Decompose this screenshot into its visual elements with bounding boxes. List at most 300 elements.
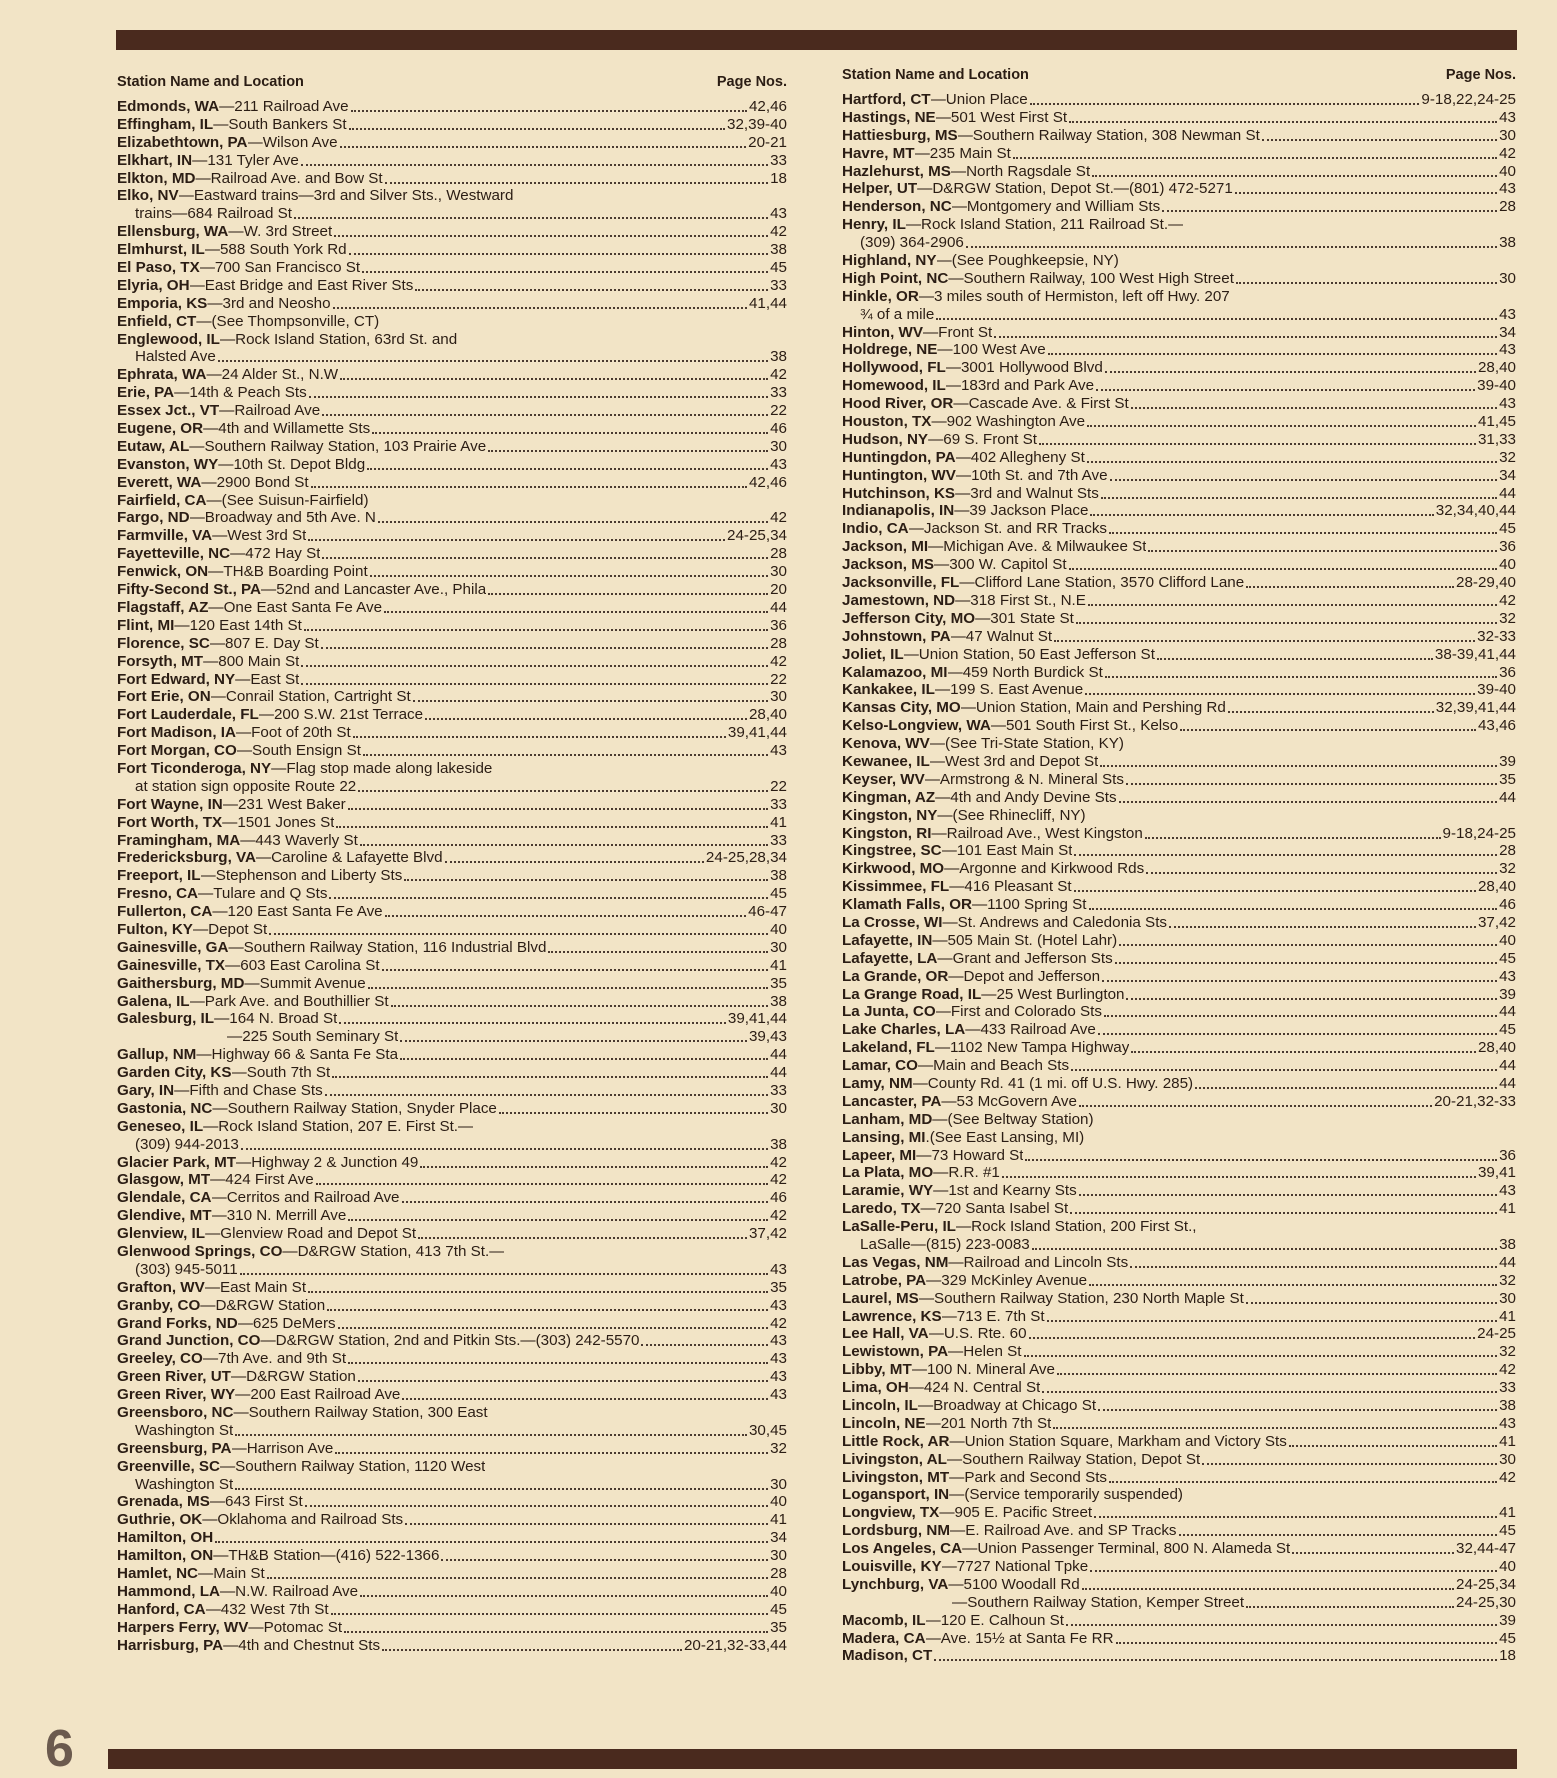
page-numbers: 38 <box>770 867 787 885</box>
station-name: Jacksonville, FL <box>842 574 960 592</box>
station-list <box>117 98 787 1654</box>
station-location: —TH&B Station—(416) 522-1366 <box>213 1547 440 1565</box>
page-numbers: 39,41,44 <box>727 724 787 742</box>
station-location: —Southern Railway Station, 116 Industrial Blvd <box>228 938 547 956</box>
page-numbers: 31,33 <box>1477 430 1516 448</box>
station-name: Las Vegas, NM <box>842 1253 949 1271</box>
page-numbers: 42 <box>770 1153 787 1171</box>
dot-leader <box>332 1064 768 1078</box>
station-name: Essex Jct., VT <box>117 402 220 420</box>
station-location: —West 3rd St <box>212 527 307 545</box>
station-entry <box>842 735 1516 753</box>
station-entry <box>117 1297 787 1315</box>
station-entry <box>117 599 787 617</box>
header-pages-label: Page Nos. <box>716 74 787 90</box>
station-name: Glacier Park, MT <box>117 1153 237 1171</box>
station-location: —713 E. 7th St <box>941 1307 1045 1325</box>
station-location: —231 West Baker <box>222 795 346 813</box>
station-entry <box>842 127 1516 145</box>
page-numbers: 40 <box>1499 931 1516 949</box>
station-location: —Southern Railway Station, 230 North Maple St <box>918 1289 1244 1307</box>
station-location: —310 N. Merrill Ave <box>211 1207 347 1225</box>
station-entry <box>117 1189 787 1207</box>
dot-leader <box>360 832 768 846</box>
page-numbers: 28,40 <box>1477 1039 1516 1057</box>
station-name: Glenwood Springs, CO <box>117 1243 283 1260</box>
page-numbers: 28 <box>1499 842 1516 860</box>
station-location: —301 State St <box>975 609 1074 627</box>
station-name: Hinton, WV <box>842 323 923 341</box>
page-numbers: 44 <box>770 598 787 616</box>
page-numbers: 45 <box>1499 1021 1516 1039</box>
station-location: —1501 Jones St <box>222 813 335 831</box>
station-name: Madera, CA <box>842 1629 926 1647</box>
page-numbers: 32 <box>1499 1271 1516 1289</box>
station-location: —County Rd. 41 (1 mi. off U.S. Hwy. 285) <box>912 1074 1194 1092</box>
station-location: —W. 3rd Street <box>228 223 333 241</box>
station-name: Fort Worth, TX <box>117 813 223 831</box>
page-numbers: 41 <box>770 956 787 974</box>
dot-leader <box>1089 896 1498 910</box>
station-entry <box>117 903 787 921</box>
dot-leader <box>1002 1164 1476 1178</box>
page-numbers: 43 <box>1499 395 1516 413</box>
station-location: —Grant and Jefferson Sts <box>937 949 1113 967</box>
page-numbers: 32 <box>1499 609 1516 627</box>
dot-leader <box>1094 1504 1497 1518</box>
page-numbers: 36 <box>770 616 787 634</box>
station-entry <box>842 324 1516 342</box>
station-location: —235 Main St <box>914 144 1011 162</box>
dot-leader <box>936 306 1497 320</box>
dot-leader <box>334 223 768 237</box>
station-location: —Rock Island Station, 63rd St. and <box>219 330 458 348</box>
dot-leader <box>322 545 768 559</box>
station-location: —211 Railroad Ave <box>219 98 349 115</box>
station-location: —Helen St <box>948 1343 1022 1361</box>
station-entry <box>842 1182 1516 1200</box>
dot-leader <box>322 402 768 416</box>
page-numbers: 39,41,44 <box>727 1010 787 1028</box>
dot-leader <box>1029 1325 1476 1339</box>
dot-leader <box>344 1619 768 1633</box>
dot-leader <box>367 456 768 470</box>
station-entry <box>842 1451 1516 1469</box>
station-entry <box>117 152 787 170</box>
station-name: Jackson, MS <box>842 556 935 574</box>
station-location: —West 3rd and Depot St <box>929 752 1099 770</box>
dot-leader <box>384 599 768 613</box>
station-entry <box>117 1458 787 1476</box>
station-entry <box>117 1529 787 1547</box>
dot-leader <box>329 885 768 899</box>
dot-leader <box>441 1547 768 1561</box>
station-entry <box>842 1308 1516 1326</box>
station-entry <box>842 1093 1516 1111</box>
dot-leader <box>1048 341 1497 355</box>
page-numbers: 9-18,22,24-25 <box>1421 91 1516 108</box>
page-numbers: 38 <box>770 1135 787 1153</box>
station-name: Gaithersburg, MD <box>117 974 245 992</box>
bottom-rule <box>108 1749 1517 1769</box>
station-entry <box>117 957 787 975</box>
page-numbers: 41 <box>1499 1432 1516 1450</box>
page-numbers: 40 <box>770 1493 787 1511</box>
dot-leader <box>413 688 768 702</box>
station-name: Joliet, IL <box>842 645 904 663</box>
station-entry <box>842 359 1516 377</box>
station-entry <box>117 170 787 188</box>
station-name: Enfield, CT <box>117 312 197 330</box>
dot-leader <box>420 1154 768 1168</box>
station-name: Fresno, CA <box>117 885 199 903</box>
dot-leader <box>1070 1200 1497 1214</box>
station-entry <box>842 288 1516 306</box>
station-location: —South Bankers St <box>213 115 347 133</box>
station-entry <box>117 1082 787 1100</box>
station-name: El Paso, TX <box>117 259 200 277</box>
page-numbers: 35 <box>1499 770 1516 788</box>
page-numbers: 44 <box>1499 1074 1516 1092</box>
station-entry <box>842 467 1516 485</box>
station-name: Galena, IL <box>117 992 190 1010</box>
station-name: Elkhart, IN <box>117 151 193 169</box>
station-location: —U.S. Rte. 60 <box>928 1325 1027 1343</box>
station-entry <box>842 1558 1516 1576</box>
station-entry <box>842 341 1516 359</box>
dot-leader <box>966 234 1497 248</box>
station-location: Washington St <box>135 1475 234 1493</box>
station-name: Livingston, MT <box>842 1468 950 1486</box>
station-entry <box>842 1522 1516 1540</box>
station-location: —902 Washington Ave <box>931 413 1086 431</box>
station-entry <box>842 556 1516 574</box>
page-numbers: 22 <box>770 402 787 420</box>
page-numbers: 20-21,32-33,44 <box>683 1636 787 1654</box>
station-entry <box>842 145 1516 163</box>
page-numbers: 34 <box>1499 323 1516 341</box>
page-numbers: 45 <box>770 259 787 277</box>
dot-leader <box>301 653 768 667</box>
station-name: Kewanee, IL <box>842 752 930 770</box>
station-name: Fort Lauderdale, FL <box>117 706 259 724</box>
dot-leader <box>311 474 747 488</box>
station-entry <box>842 485 1516 503</box>
dot-leader <box>1076 610 1497 624</box>
page-numbers: 24-25,34 <box>1456 1575 1516 1593</box>
station-location: —3rd and Walnut Sts <box>955 484 1099 502</box>
page-number: 6 <box>45 1720 74 1778</box>
station-name: Latrobe, PA <box>842 1271 927 1289</box>
dot-leader <box>385 903 747 917</box>
station-entry <box>842 520 1516 538</box>
dot-leader <box>1025 1147 1497 1161</box>
station-name: Lake Charles, LA <box>842 1021 966 1039</box>
page-numbers: 41 <box>770 813 787 831</box>
station-name: Macomb, IL <box>842 1611 926 1629</box>
station-entry <box>842 395 1516 413</box>
dot-leader <box>1102 968 1497 982</box>
station-location: —(See Thompsonville, CT) <box>196 312 380 330</box>
station-name: Harpers Ferry, WV <box>117 1618 249 1636</box>
station-location: —47 Walnut St <box>950 627 1053 645</box>
station-location: —East St <box>235 670 300 688</box>
station-location: —North Ragsdale St <box>950 162 1091 180</box>
station-location: —459 North Burdick St <box>947 663 1103 681</box>
station-entry <box>117 563 787 581</box>
page-numbers: 43 <box>770 1260 787 1278</box>
header-station-label: Station Name and Location <box>117 74 304 90</box>
page-numbers: 43 <box>1499 341 1516 359</box>
station-name: Green River, UT <box>117 1368 231 1386</box>
page-numbers: 39 <box>1499 1611 1516 1629</box>
dot-leader <box>304 617 768 631</box>
station-entry <box>117 295 787 313</box>
dot-leader <box>391 993 769 1007</box>
station-name: Eutaw, AL <box>117 437 190 455</box>
dot-leader <box>1110 467 1498 481</box>
station-location: —318 First St., N.E <box>955 591 1086 609</box>
dot-leader <box>1228 699 1434 713</box>
dot-leader <box>1105 664 1497 678</box>
station-name: Glendive, MT <box>117 1207 212 1225</box>
station-name: Flagstaff, AZ <box>117 598 209 616</box>
page-numbers: 30 <box>1499 126 1516 144</box>
page-numbers: 37,42 <box>748 1225 787 1243</box>
page-numbers: 43 <box>1499 108 1516 126</box>
station-entry <box>842 1147 1516 1165</box>
dot-leader <box>1085 681 1475 695</box>
station-location: —225 South Seminary St <box>227 1028 399 1046</box>
station-entry <box>842 932 1516 950</box>
station-name: Elko, NV <box>117 187 179 205</box>
station-location: —Railroad Ave., West Kingston <box>931 824 1143 842</box>
station-list <box>842 91 1516 1665</box>
station-name: Keyser, WV <box>842 770 925 788</box>
station-location: —603 East Carolina St <box>225 956 380 974</box>
page-numbers: 41 <box>1499 1200 1516 1218</box>
station-location: —3 miles south of Hermiston, left off Hwy. 207 <box>918 287 1230 305</box>
station-name: Logansport, IN <box>842 1486 950 1504</box>
dot-leader <box>368 975 768 989</box>
top-rule <box>116 30 1517 50</box>
page-numbers: 20 <box>770 581 787 599</box>
station-location: —D&RGW Station <box>230 1368 356 1386</box>
column-header <box>117 73 787 91</box>
station-entry <box>117 331 787 349</box>
station-name: Englewood, IL <box>117 330 220 348</box>
station-entry <box>842 180 1516 198</box>
station-name: Lawrence, KS <box>842 1307 942 1325</box>
dot-leader <box>1030 91 1420 105</box>
station-location: —Union Passenger Terminal, 800 N. Alameda St <box>962 1540 1291 1558</box>
page-numbers: 43 <box>1499 1182 1516 1200</box>
station-name: Harrisburg, PA <box>117 1636 224 1654</box>
station-entry <box>842 1612 1516 1630</box>
station-entry <box>842 91 1516 109</box>
station-location: —100 West Ave <box>937 341 1046 359</box>
page-numbers: 30 <box>1499 269 1516 287</box>
page-numbers: 39-40 <box>1477 681 1516 699</box>
page-numbers: 24-25 <box>1477 1325 1516 1343</box>
station-entry <box>117 1207 787 1225</box>
dot-leader <box>1082 1576 1454 1590</box>
station-entry <box>842 1129 1516 1147</box>
dot-leader <box>1131 1039 1476 1053</box>
station-name: Henderson, NC <box>842 198 952 216</box>
page-numbers: 45 <box>1499 520 1516 538</box>
station-name: Elkton, MD <box>117 169 196 187</box>
page-numbers: 32,39-40 <box>727 115 787 133</box>
dot-leader <box>362 259 768 273</box>
page-numbers: 28 <box>1499 198 1516 216</box>
station-location: —505 Main St. (Hotel Lahr) <box>932 931 1118 949</box>
page-numbers: 39,43 <box>748 1028 787 1046</box>
station-entry <box>117 1637 787 1655</box>
page-numbers: 30 <box>770 437 787 455</box>
station-name: Indio, CA <box>842 520 909 538</box>
station-location: —24 Alder St., N.W <box>206 366 339 384</box>
station-entry <box>117 671 787 689</box>
dot-leader <box>301 671 768 685</box>
page-numbers: 18 <box>770 169 787 187</box>
station-name: High Point, NC <box>842 269 949 287</box>
station-name: Greensboro, NC <box>117 1404 234 1422</box>
dot-leader <box>1092 163 1497 177</box>
station-name: Laurel, MS <box>842 1289 919 1307</box>
station-name: Ellensburg, WA <box>117 223 229 241</box>
station-name: Indianapolis, IN <box>842 502 955 520</box>
dot-leader <box>400 1046 768 1060</box>
station-entry <box>117 1386 787 1404</box>
station-name: Homewood, IL <box>842 377 946 395</box>
station-entry <box>842 1504 1516 1522</box>
station-location: —Southern Railway, 100 West High Street <box>948 269 1234 287</box>
station-location: —Union Place <box>930 91 1028 108</box>
station-location: LaSalle—(815) 223-0083 <box>860 1236 1030 1253</box>
station-entry <box>117 1601 787 1619</box>
station-entry <box>117 1225 787 1243</box>
station-location: —Harrison Ave <box>231 1439 334 1457</box>
dot-leader <box>1098 1397 1497 1411</box>
station-location: —Clifford Lane Station, 3570 Clifford Lane <box>959 574 1245 592</box>
dot-leader <box>934 1647 1497 1661</box>
page-numbers: 43 <box>770 1350 787 1368</box>
station-location: —73 Howard St <box>916 1146 1024 1164</box>
station-location: —164 N. Broad St <box>214 1010 338 1028</box>
station-name: Fullerton, CA <box>117 903 213 921</box>
page-numbers: 42 <box>770 509 787 527</box>
station-entry <box>117 760 787 778</box>
page-numbers: 35 <box>770 974 787 992</box>
page-numbers: 40 <box>770 920 787 938</box>
station-entry <box>842 1164 1516 1182</box>
station-name: Gainesville, TX <box>117 956 226 974</box>
station-location: —Flag stop made along lakeside <box>271 759 493 777</box>
station-location: —(See Poughkeepsie, NY) <box>936 252 1119 270</box>
dot-leader <box>327 1297 768 1311</box>
station-location: —Depot St <box>192 920 268 938</box>
station-entry <box>842 377 1516 395</box>
station-location: —Foot of 20th St <box>235 724 351 742</box>
station-location: —Railroad Ave. and Bow St <box>195 169 383 187</box>
station-entry <box>117 1171 787 1189</box>
dot-leader <box>305 1493 768 1507</box>
station-name: Hamilton, OH <box>117 1529 214 1547</box>
station-location: —Jackson St. and RR Tracks <box>908 520 1108 538</box>
dot-leader <box>1292 1540 1454 1554</box>
station-entry <box>842 771 1516 789</box>
station-location: —300 W. Capitol St <box>934 556 1067 574</box>
station-entry <box>117 402 787 420</box>
page-numbers: 44 <box>770 1064 787 1082</box>
dot-leader <box>325 1082 768 1096</box>
page-numbers: 30 <box>770 1099 787 1117</box>
station-entry-continuation <box>842 1236 1516 1254</box>
station-name: Green River, WY <box>117 1386 236 1404</box>
station-name: Jamestown, ND <box>842 591 956 609</box>
dot-leader <box>294 205 768 219</box>
page-numbers: 30 <box>770 938 787 956</box>
dot-leader <box>1179 1522 1498 1536</box>
station-name: Huntingdon, PA <box>842 448 956 466</box>
station-location: —Railroad and Lincoln Sts <box>948 1253 1129 1271</box>
dot-leader <box>1289 1433 1497 1447</box>
station-name: Garden City, KS <box>117 1064 232 1082</box>
dot-leader <box>1246 574 1454 588</box>
station-location: —200 S.W. 21st Terrace <box>258 706 424 724</box>
dot-leader <box>339 1010 726 1024</box>
station-entry <box>117 1493 787 1511</box>
station-name: Florence, SC <box>117 634 210 652</box>
station-name: Framingham, MA <box>117 831 241 849</box>
dot-leader <box>1105 359 1476 373</box>
station-location: —One East Santa Fe Ave <box>208 598 383 616</box>
station-location: —25 West Burlington <box>981 985 1125 1003</box>
page-numbers: 42 <box>770 223 787 241</box>
dot-leader <box>1202 1451 1497 1465</box>
station-location: —2900 Bond St <box>201 473 309 491</box>
station-location: .(See East Lansing, MI) <box>925 1128 1085 1146</box>
station-location: —Highway 2 & Junction 49 <box>236 1153 419 1171</box>
dot-leader <box>1074 878 1476 892</box>
dot-leader <box>385 170 768 184</box>
station-name: Kansas City, MO <box>842 699 961 717</box>
station-entry <box>842 1075 1516 1093</box>
station-location: —D&RGW Station, Depot St.—(801) 472-5271 <box>917 180 1233 198</box>
station-location: —Caroline & Lafayette Blvd <box>255 849 443 867</box>
station-entry <box>117 438 787 456</box>
station-sub-entry <box>117 1028 787 1046</box>
station-entry <box>842 1361 1516 1379</box>
page-numbers: 28 <box>770 545 787 563</box>
station-location: —Southern Railway Station, 103 Prairie Ave <box>189 437 487 455</box>
station-name: Ephrata, WA <box>117 366 207 384</box>
station-location: (303) 945-5011 <box>135 1260 238 1278</box>
page-numbers: 28,40 <box>748 706 787 724</box>
column-header <box>842 66 1516 84</box>
station-location: —(See Rhinecliff, NY) <box>937 806 1086 824</box>
station-location: —101 East Main St <box>941 842 1073 860</box>
station-name: Fort Morgan, CO <box>117 742 237 760</box>
page-numbers: 34 <box>1499 466 1516 484</box>
station-location: —Rock Island Station, 211 Railroad St.— <box>905 216 1184 234</box>
station-location: —Potomac St <box>248 1618 343 1636</box>
station-name: Fayetteville, NC <box>117 545 231 563</box>
station-location: —501 South First St., Kelso <box>990 717 1179 735</box>
station-entry <box>842 538 1516 556</box>
page-numbers: 41,44 <box>748 294 787 312</box>
